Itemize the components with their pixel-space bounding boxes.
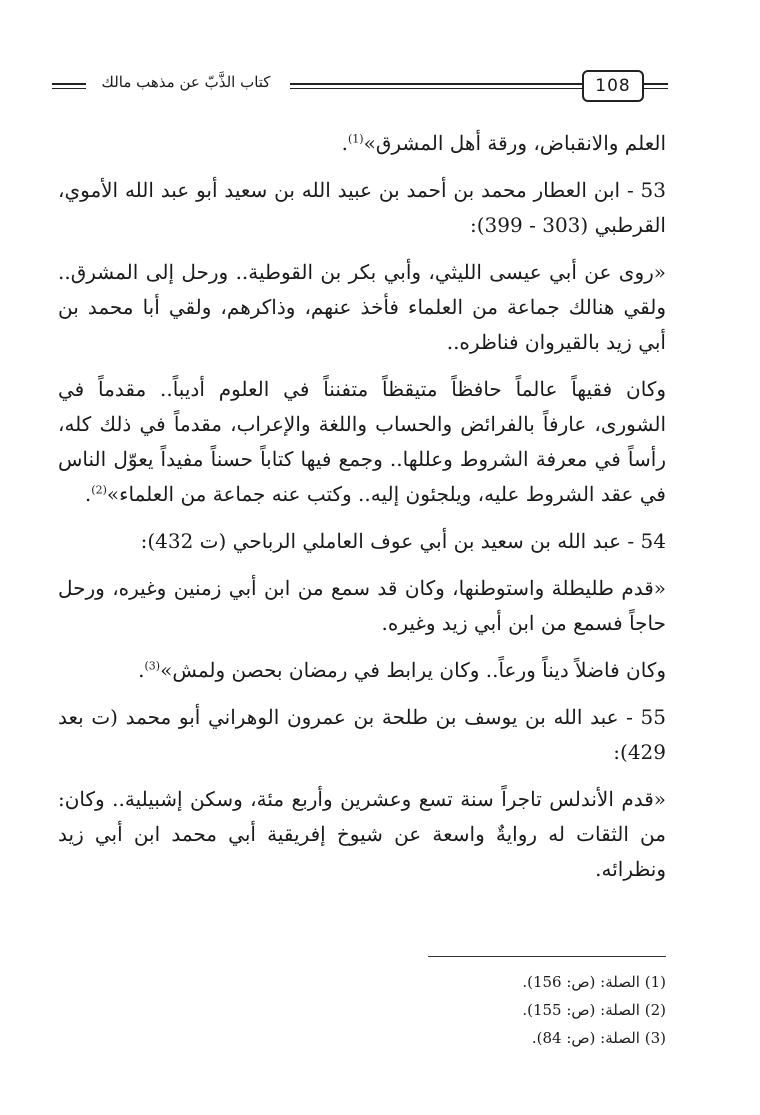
entry-55-quote	[58, 782, 666, 887]
paragraph-text: «روى عن أبي عيسى الليثي، وأبي بكر بن القوطية.. ورحل إلى المشرق.. ولقي هنالك جماعة من العلماء فأخذ عنهم، وذاكرهم، ولقي أبا محمد بن أبي زيد بالقيروان فناظره..	[58, 260, 666, 354]
footnote-separator	[428, 956, 666, 957]
entry-53-quote-continued	[58, 372, 666, 512]
entry-54-quote	[58, 571, 666, 641]
entry-53-heading	[58, 173, 666, 243]
footnote-ref: (1)	[347, 132, 364, 146]
punct: .	[138, 658, 145, 682]
header-rule-left-inner	[52, 88, 86, 89]
paragraph-text: 55 - عبد الله بن يوسف بن طلحة بن عمرون الوهراني أبو محمد (ت بعد 429):	[58, 705, 666, 764]
entry-54-quote-continued	[58, 653, 666, 688]
footnote-ref: (3)	[144, 659, 161, 673]
paragraph-text: «قدم الأندلس تاجراً سنة تسع وعشرين وأربع مئة، وسكن إشبيلية.. وكان: من الثقات له روايةٌ واسعة عن شيوخ إفريقية أبي محمد ابن أبي زيد ونظرائه.	[58, 787, 666, 881]
footnote-3: (3) الصلة: (ص: 84).	[531, 1029, 666, 1047]
entry-53-quote	[58, 255, 666, 360]
paragraph-text: العلم والانقباض، ورقة أهل المشرق»	[363, 131, 666, 155]
footnote-2: (2) الصلة: (ص: 155).	[522, 1001, 666, 1019]
running-title: كتاب الذَّبّ عن مذهب مالك	[101, 73, 271, 91]
footnote-1: (1) الصلة: (ص: 156).	[522, 973, 666, 991]
paragraph-text: وكان فقيهاً عالماً حافظاً متيقظاً متفنناً في العلوم أديباً.. مقدماً في الشورى، عارفاً بالفرائض والحساب واللغة والإعراب، مقدماً في ذلك كله، رأساً في معرفة الشروط وعللها.. وجمع فيها كتاباً حسناً مفيداً يعوّل الناس في عقد الشروط عليه، ويلجئون إليه.. وكتب عنه جماعة من العلماء»	[58, 377, 666, 506]
header-rule-middle-inner	[290, 88, 582, 89]
page-number: 108	[582, 70, 644, 102]
footnotes	[366, 968, 666, 1052]
paragraph-1	[58, 126, 666, 161]
paragraph-text: 54 - عبد الله بن سعيد بن أبي عوف العاملي الرباحي (ت 432):	[140, 529, 666, 553]
header-rule-right	[640, 83, 668, 85]
header-rule-middle	[290, 83, 582, 85]
paragraph-text: وكان فاضلاً ديناً ورعاً.. وكان يرابط في رمضان بحصن ولمش»	[160, 658, 666, 682]
body-text	[58, 126, 666, 887]
header-rule-left	[52, 83, 86, 85]
paragraph-text: 53 - ابن العطار محمد بن أحمد بن عبيد الله بن سعيد أبو عبد الله الأموي، القرطبي (303 - 399):	[58, 178, 666, 237]
footnote-ref: (2)	[91, 483, 107, 497]
header-rule-right-inner	[640, 88, 668, 89]
entry-54-heading	[58, 524, 666, 559]
paragraph-text: «قدم طليطلة واستوطنها، وكان قد سمع من ابن أبي زمنين وغيره، ورحل حاجاً فسمع من ابن أبي زيد وغيره.	[58, 576, 666, 635]
punct: .	[341, 131, 348, 155]
entry-55-heading	[58, 700, 666, 770]
punct: .	[84, 482, 92, 506]
page-header	[0, 0, 760, 110]
